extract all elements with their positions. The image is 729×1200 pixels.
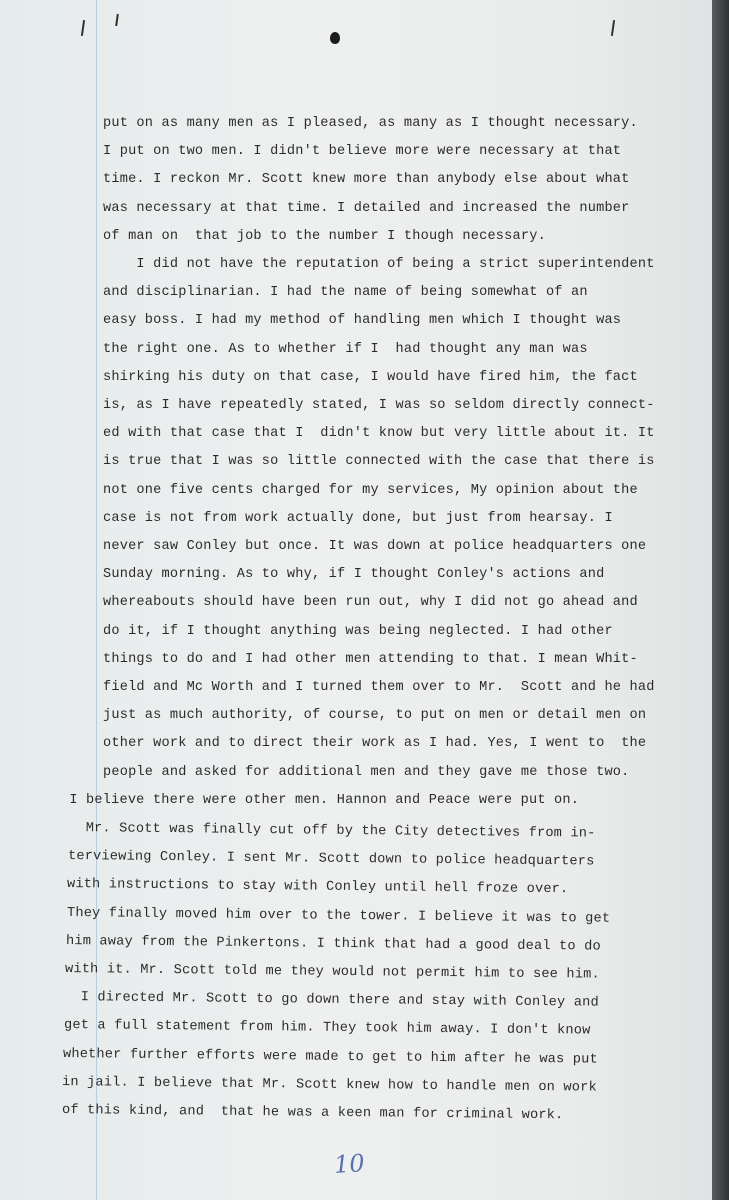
text-line: and disciplinarian. I had the name of being somewhat of an [103,285,588,301]
text-line: whereabouts should have been run out, why I did not go ahead and [103,595,638,611]
text-line: I put on two men. I didn't believe more were necessary at that [103,144,622,160]
text-line: is, as I have repeatedly stated, I was so seldom directly connect- [103,398,655,413]
text-line: not one five cents charged for my services, My opinion about the [103,482,638,498]
text-line: field and Mc Worth and I turned them over to Mr. Scott and he had [103,680,655,695]
binder-edge [712,0,729,1200]
text-line: time. I reckon Mr. Scott knew more than anybody else about what [103,172,630,188]
text-line: whether further efforts were made to get to him after he was put [62,1046,598,1068]
text-line: ed with that case that I didn't know but very little about it. It [103,426,655,442]
text-line: Mr. Scott was finally cut off by the City detectives from in- [68,821,596,842]
text-line: put on as many men as I pleased, as many as I thought necessary. [103,116,638,131]
text-line: other work and to direct their work as I had. Yes, I went to the [103,736,647,752]
text-line: just as much authority, of course, to put on men or detail men on [103,708,647,724]
handwritten-page-number: 10 [333,1148,366,1180]
text-line: They finally moved him over to the tower. I believe it was to get [66,905,610,927]
text-line: case is not from work actually done, but just from hearsay. I [103,510,613,526]
text-line: things to do and I had other men attending to that. I mean Whit- [103,651,638,667]
text-line: do it, if I thought anything was being neglected. I had other [103,623,613,639]
text-line: terviewing Conley. I sent Mr. Scott down to police headquarters [67,849,595,870]
text-line: people and asked for additional men and they gave me those two. [103,764,630,780]
text-line: the right one. As to whether if I had thought any man was [103,341,588,357]
text-line: is true that I was so little connected with the case that there is [103,454,655,470]
text-line: was necessary at that time. I detailed and increased the number [103,200,630,216]
margin-mark [81,20,85,36]
text-line: with instructions to stay with Conley until hell froze over. [67,877,569,898]
text-line: I believe there were other men. Hannon and Peace were put on. [69,792,580,808]
text-line: of man on that job to the number I though necessary. [103,228,546,244]
text-line: Sunday morning. As to why, if I thought Conley's actions and [103,567,605,583]
text-line: easy boss. I had my method of handling men which I thought was [103,313,622,329]
text-line: shirking his duty on that case, I would have fired him, the fact [103,369,638,385]
text-line: I did not have the reputation of being a strict superintendent [103,257,655,272]
text-line: with it. Mr. Scott told me they would not permit him to see him. [65,962,601,983]
margin-mark [115,14,119,26]
text-line: him away from the Pinkertons. I think that had a good deal to do [65,933,601,955]
margin-mark [611,20,615,36]
text-line: never saw Conley but once. It was down at police headquarters one [103,539,647,554]
punch-hole [330,32,340,44]
text-line: I directed Mr. Scott to go down there and stay with Conley and [64,990,600,1011]
text-line: get a full statement from him. They took him away. I don't know [63,1018,591,1039]
text-line: in jail. I believe that Mr. Scott knew how to handle men on work [62,1074,598,1096]
text-line: of this kind, and that he was a keen man for criminal work. [61,1103,564,1124]
